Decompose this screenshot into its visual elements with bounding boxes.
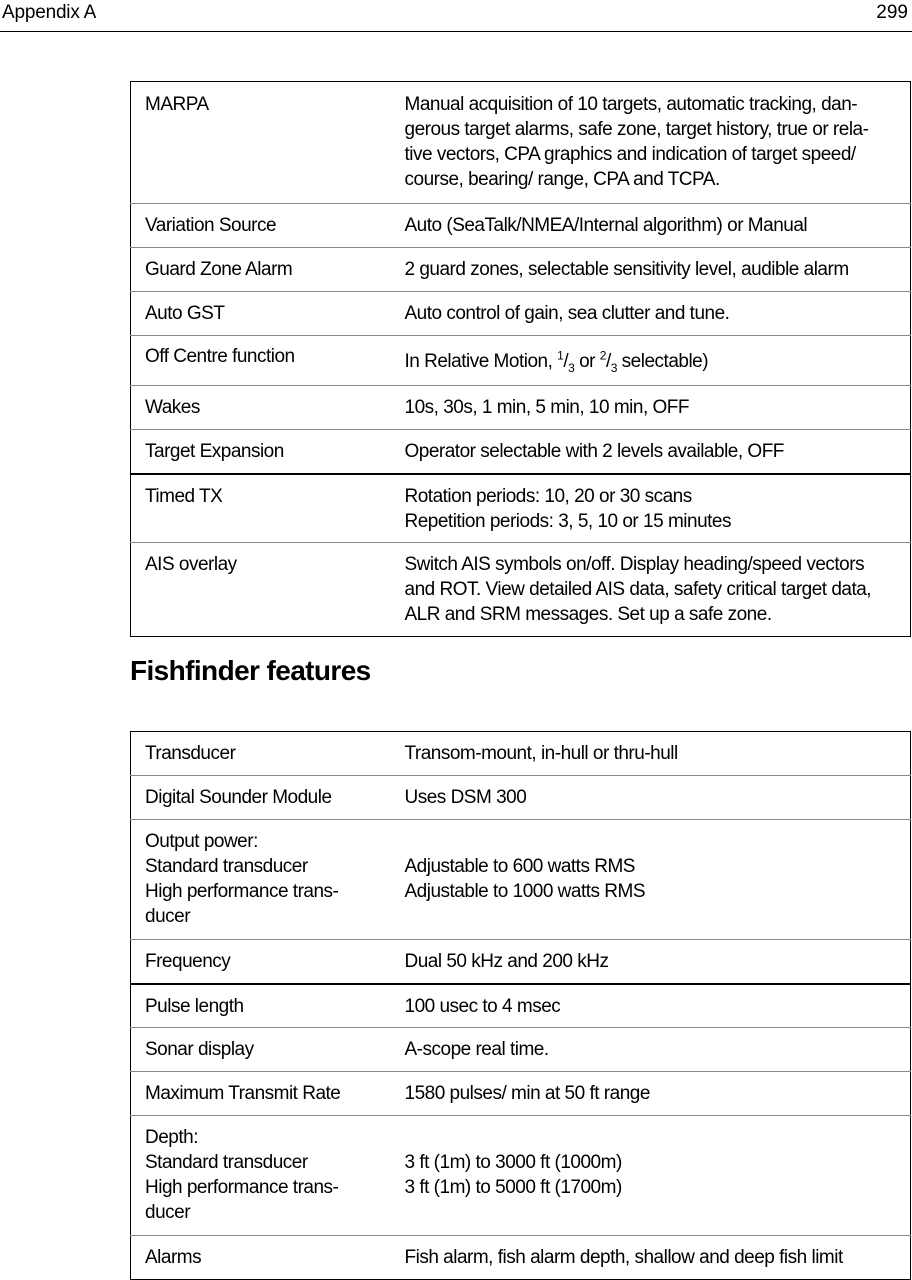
fishfinder-spec-table: [130, 731, 911, 1280]
table-row: [131, 82, 911, 204]
spec-value: In Relative Motion, $^1/_3$ or $^2/_3$ selectable): [390, 336, 911, 386]
table-row: [131, 386, 911, 430]
table-row: [131, 430, 911, 474]
spec-label: Auto GST: [131, 292, 390, 336]
table-row: [131, 776, 911, 820]
spec-value: Transom-mount, in-hull or thru-hull: [390, 732, 911, 776]
spec-label: Wakes: [131, 386, 390, 430]
spec-value: Adjustable to 600 watts RMS Adjustable to 1000 watts RMS: [390, 820, 911, 940]
spec-label: Maximum Transmit Rate: [131, 1072, 390, 1116]
section-title: Fishfinder features: [130, 655, 371, 686]
spec-label: Digital Sounder Module: [131, 776, 390, 820]
spec-label: Off Centre function: [131, 336, 390, 386]
spec-value: Auto control of gain, sea clutter and tune.: [390, 292, 911, 336]
spec-label: Transducer: [131, 732, 390, 776]
table-row: [131, 292, 911, 336]
table-row: [131, 1028, 911, 1072]
table-row: [131, 1116, 911, 1236]
spec-value: 3 ft (1m) to 3000 ft (1000m) 3 ft (1m) to 5000 ft (1700m): [390, 1116, 911, 1236]
table-row: [131, 984, 911, 1028]
chapter-label: Appendix A: [2, 2, 97, 23]
fraction-denominator: 3: [610, 360, 617, 375]
table-row: [131, 474, 911, 543]
spec-value: Auto (SeaTalk/NMEA/Internal algorithm) or Manual: [390, 204, 911, 248]
fraction-denominator: 3: [568, 360, 575, 375]
spec-value: Manual acquisition of 10 targets, automatic tracking, dan- gerous target alarms, safe zone, target history, true or rela- tive vectors, CPA graphics and indication of target speed/ course, bearing/ range, CPA and TCPA.: [390, 82, 911, 204]
spec-label: Guard Zone Alarm: [131, 248, 390, 292]
spec-value: Dual 50 kHz and 200 kHz: [390, 940, 911, 984]
spec-label: MARPA: [131, 82, 390, 204]
table-row: [131, 1072, 911, 1116]
table-row: [131, 543, 911, 637]
page-header: [0, 0, 912, 32]
spec-value: Fish alarm, fish alarm depth, shallow and deep fish limit: [390, 1236, 911, 1280]
fraction-numerator: 2: [599, 348, 606, 363]
table-row: [131, 940, 911, 984]
spec-label: Alarms: [131, 1236, 390, 1280]
spec-label: AIS overlay: [131, 543, 390, 637]
spec-value: 100 usec to 4 msec: [390, 984, 911, 1028]
spec-label: Frequency: [131, 940, 390, 984]
spec-label: Variation Source: [131, 204, 390, 248]
table-row: [131, 336, 911, 386]
spec-value: 1580 pulses/ min at 50 ft range: [390, 1072, 911, 1116]
radar-spec-table: [130, 81, 911, 637]
spec-value: Uses DSM 300: [390, 776, 911, 820]
spec-label: Pulse length: [131, 984, 390, 1028]
spec-value: Rotation periods: 10, 20 or 30 scans Repetition periods: 3, 5, 10 or 15 minutes: [390, 474, 911, 543]
table-row: [131, 204, 911, 248]
table-row: [131, 820, 911, 940]
spec-label: Target Expansion: [131, 430, 390, 474]
spec-label: Sonar display: [131, 1028, 390, 1072]
fraction-numerator: 1: [557, 348, 564, 363]
spec-label: Timed TX: [131, 474, 390, 543]
spec-value: 10s, 30s, 1 min, 5 min, 10 min, OFF: [390, 386, 911, 430]
spec-label: Depth: Standard transducer High performance trans- ducer: [131, 1116, 390, 1236]
spec-value: A-scope real time.: [390, 1028, 911, 1072]
table-row: [131, 732, 911, 776]
spec-value: 2 guard zones, selectable sensitivity level, audible alarm: [390, 248, 911, 292]
table-row: [131, 248, 911, 292]
spec-value: Operator selectable with 2 levels available, OFF: [390, 430, 911, 474]
spec-value: Switch AIS symbols on/off. Display heading/speed vectors and ROT. View detailed AIS data, safety critical target data, ALR and SRM messages. Set up a safe zone.: [390, 543, 911, 637]
page-number: 299: [876, 2, 908, 23]
table-row: [131, 1236, 911, 1280]
spec-label: Output power: Standard transducer High performance trans- ducer: [131, 820, 390, 940]
